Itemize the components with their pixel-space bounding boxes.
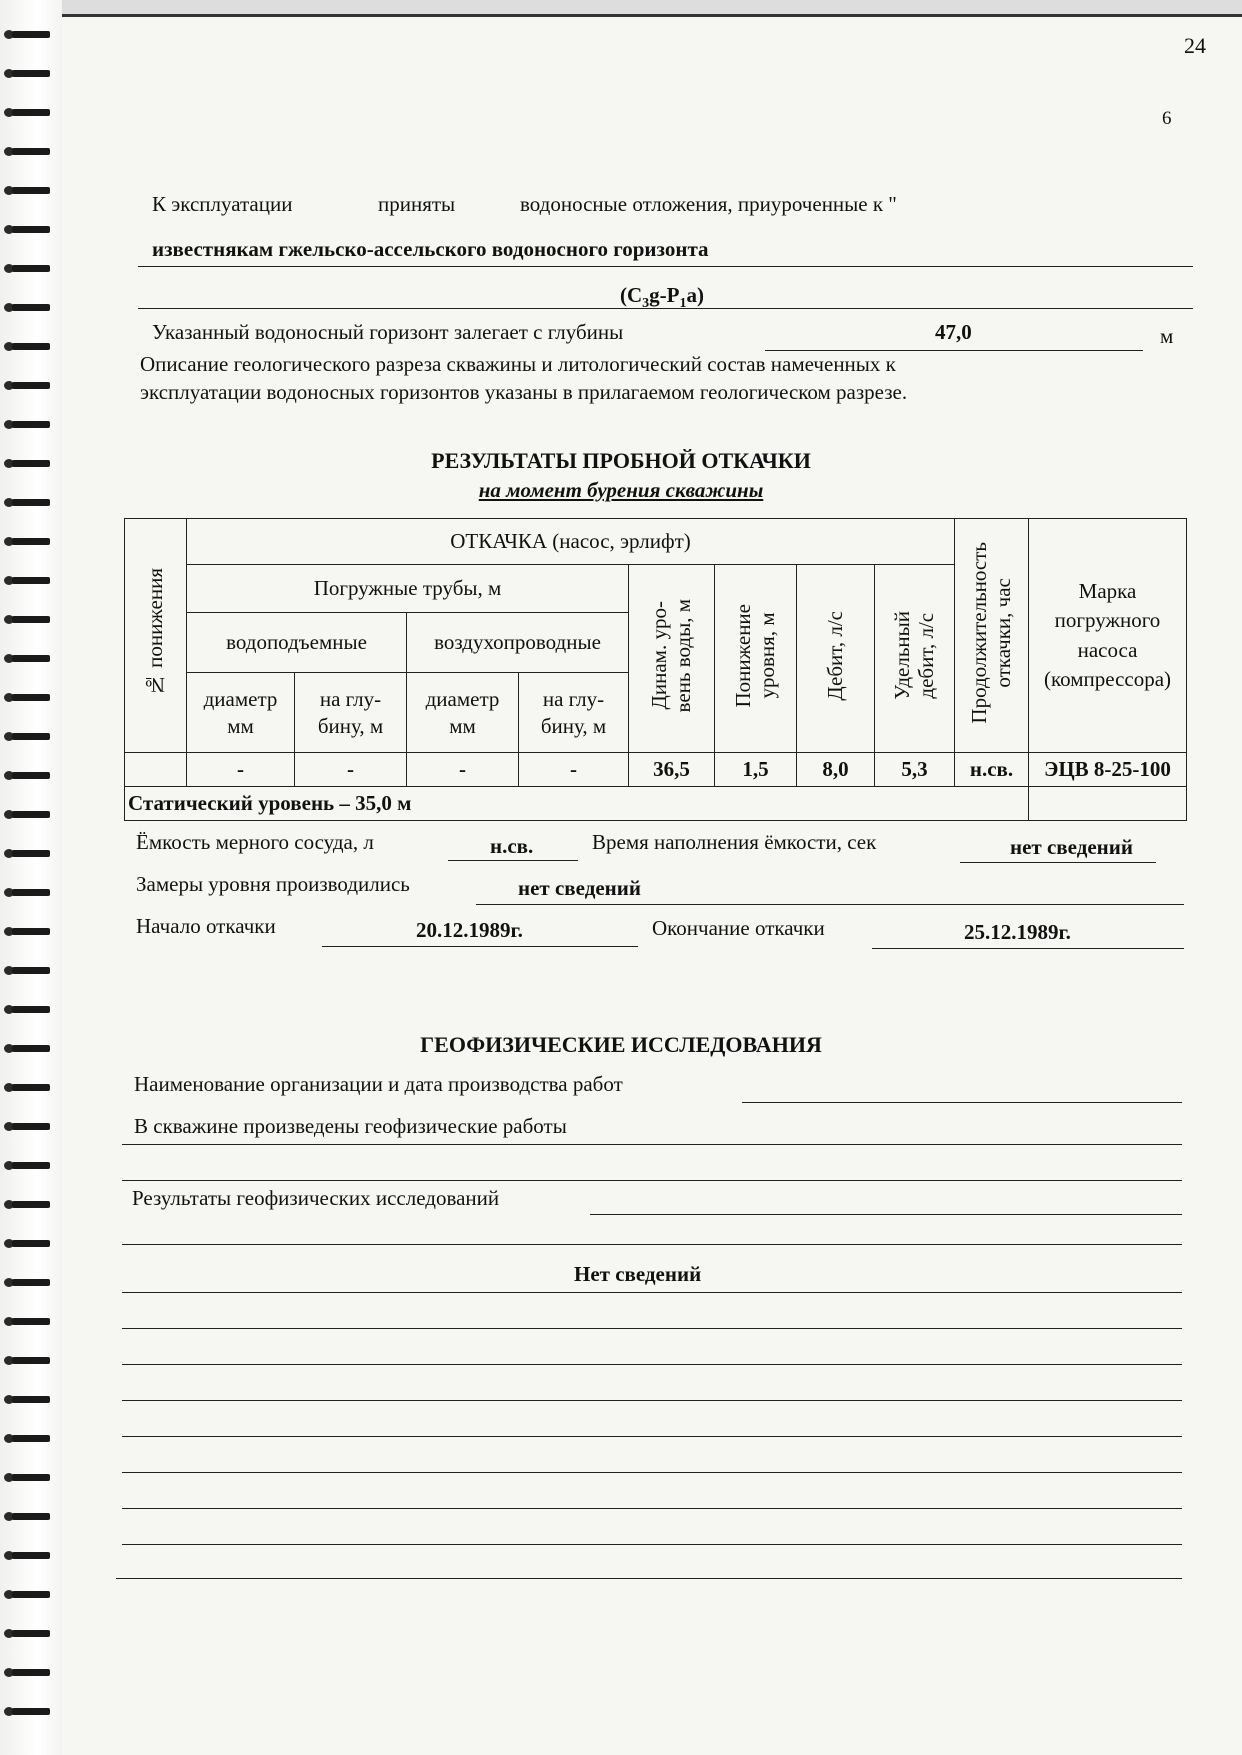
vessel-value: н.св.: [490, 834, 534, 858]
fill-line: [122, 1180, 1182, 1181]
binding-ring: [4, 574, 52, 586]
binding-ring: [4, 1393, 52, 1405]
fill-time-label: Время наполнения ёмкости, сек: [592, 830, 877, 854]
header-step-number: № понижения: [125, 519, 187, 753]
binding-ring: [4, 106, 52, 118]
aquifer-index: $(C_3g-P_1a)$: [620, 283, 704, 312]
header-air-lines: воздухопроводные: [407, 613, 629, 673]
aquifer-name: известнякам гжельско-ассельского водоносного горизонта: [152, 237, 709, 261]
cell-step: [125, 753, 187, 787]
fill-line: [960, 862, 1156, 863]
binding-ring: [4, 418, 52, 430]
fill-line: [122, 1472, 1182, 1473]
depth-value: 47,0: [935, 320, 972, 344]
binding-ring: [4, 1549, 52, 1561]
cell-specific-debit: 5,3: [875, 753, 955, 787]
cell-empty: [1029, 787, 1187, 821]
fill-line: [122, 1244, 1182, 1245]
no-info-text: Нет сведений: [574, 1262, 702, 1286]
fill-line: [122, 1364, 1182, 1365]
fill-line: [476, 904, 1184, 905]
binding-ring: [4, 28, 52, 40]
header-duration: Продолжительность откачки, час: [955, 519, 1029, 753]
org-label: Наименование организации и дата производства работ: [134, 1072, 623, 1096]
sheet-number: 6: [1162, 108, 1172, 129]
cell-dynamic-level: 36,5: [629, 753, 715, 787]
binding-ring: [4, 1003, 52, 1015]
results-subtitle: на момент бурения скважины: [478, 478, 764, 502]
fill-line: [138, 266, 1193, 267]
spiral-binding: [0, 0, 62, 1755]
binding-ring: [4, 769, 52, 781]
geophysics-results-label: Результаты геофизических исследований: [132, 1186, 500, 1210]
header-depth-1: на глу- бину, м: [295, 673, 407, 753]
binding-ring: [4, 613, 52, 625]
binding-ring: [4, 691, 52, 703]
binding-ring: [4, 223, 52, 235]
binding-ring: [4, 1198, 52, 1210]
results-title: РЕЗУЛЬТАТЫ ПРОБНОЙ ОТКАЧКИ: [431, 448, 811, 473]
static-level: Статический уровень – 35,0 м: [125, 787, 1029, 821]
binding-ring: [4, 1627, 52, 1639]
header-debit: Дебит, л/с: [797, 565, 875, 753]
cell-depth-1: -: [295, 753, 407, 787]
fill-line: [872, 948, 1184, 949]
fill-line: [765, 350, 1143, 351]
cell-duration: н.св.: [955, 753, 1029, 787]
measure-value: нет сведений: [518, 876, 641, 900]
measure-label: Замеры уровня производились: [136, 872, 410, 896]
binding-ring: [4, 1081, 52, 1093]
binding-ring: [4, 886, 52, 898]
binding-ring: [4, 379, 52, 391]
cell-drawdown: 1,5: [715, 753, 797, 787]
binding-ring: [4, 301, 52, 313]
intro-word-2: приняты: [378, 192, 456, 216]
header-diameter-1: диаметр мм: [187, 673, 295, 753]
binding-ring: [4, 1705, 52, 1717]
cell-diameter-2: -: [407, 753, 519, 787]
cell-diameter-1: -: [187, 753, 295, 787]
header-water-lifting: водоподъемные: [187, 613, 407, 673]
fill-line: [322, 946, 638, 947]
geophysics-title: ГЕОФИЗИЧЕСКИЕ ИССЛЕДОВАНИЯ: [420, 1032, 822, 1057]
fill-time-value: нет сведений: [1010, 835, 1133, 859]
binding-ring: [4, 808, 52, 820]
fill-line: [122, 1436, 1182, 1437]
page-number: 24: [1184, 33, 1206, 58]
header-pipes: Погружные трубы, м: [187, 565, 629, 613]
start-label: Начало откачки: [136, 914, 276, 938]
intro-word-3: водоносные отложения, приуроченные к ": [520, 192, 897, 216]
binding-ring: [4, 145, 52, 157]
header-pumping: ОТКАЧКА (насос, эрлифт): [187, 519, 955, 565]
header-depth-2: на глу- бину, м: [519, 673, 629, 753]
fill-line: [448, 860, 578, 861]
description-line-2: эксплуатации водоносных горизонтов указаны в прилагаемом геологическом разрезе.: [140, 380, 908, 404]
top-edge: [62, 0, 1242, 17]
pumping-results-table: [124, 518, 1187, 821]
binding-ring: [4, 730, 52, 742]
binding-ring: [4, 535, 52, 547]
binding-ring: [4, 1432, 52, 1444]
fill-line: [116, 1578, 1182, 1579]
binding-ring: [4, 1159, 52, 1171]
binding-ring: [4, 1666, 52, 1678]
binding-ring: [4, 262, 52, 274]
binding-ring: [4, 964, 52, 976]
start-value: 20.12.1989г.: [416, 918, 523, 942]
binding-ring: [4, 340, 52, 352]
fill-line: [122, 1144, 1182, 1145]
works-label: В скважине произведены геофизические работы: [134, 1114, 567, 1138]
binding-ring: [4, 1276, 52, 1288]
cell-debit: 8,0: [797, 753, 875, 787]
header-pump-brand: Марка погружного насоса (компрессора): [1029, 519, 1187, 753]
fill-line: [138, 308, 1193, 309]
fill-line: [590, 1214, 1182, 1215]
fill-line: [742, 1102, 1182, 1103]
binding-ring: [4, 1354, 52, 1366]
vessel-label: Ёмкость мерного сосуда, л: [136, 830, 374, 854]
header-dynamic-level: Динам. уро- вень воды, м: [629, 565, 715, 753]
binding-ring: [4, 652, 52, 664]
depth-label: Указанный водоносный горизонт залегает с глубины: [152, 320, 624, 344]
fill-line: [122, 1544, 1182, 1545]
binding-ring: [4, 1120, 52, 1132]
fill-line: [122, 1328, 1182, 1329]
description-line-1: Описание геологического разреза скважины и литологический состав намеченных к: [140, 352, 896, 376]
binding-ring: [4, 1237, 52, 1249]
binding-ring: [4, 925, 52, 937]
end-label: Окончание откачки: [652, 916, 825, 940]
cell-depth-2: -: [519, 753, 629, 787]
fill-line: [122, 1292, 1182, 1293]
binding-ring: [4, 1588, 52, 1600]
cell-pump-brand: ЭЦВ 8-25-100: [1029, 753, 1187, 787]
fill-line: [122, 1508, 1182, 1509]
depth-unit: м: [1160, 324, 1174, 348]
header-drawdown: Понижение уровня, м: [715, 565, 797, 753]
fill-line: [122, 1400, 1182, 1401]
end-value: 25.12.1989г.: [964, 920, 1071, 944]
binding-ring: [4, 847, 52, 859]
binding-ring: [4, 1471, 52, 1483]
header-specific-debit: Удельный дебит, л/с: [875, 565, 955, 753]
binding-ring: [4, 1510, 52, 1522]
binding-ring: [4, 184, 52, 196]
binding-ring: [4, 1315, 52, 1327]
header-diameter-2: диаметр мм: [407, 673, 519, 753]
intro-word-1: К эксплуатации: [152, 192, 293, 216]
binding-ring: [4, 67, 52, 79]
